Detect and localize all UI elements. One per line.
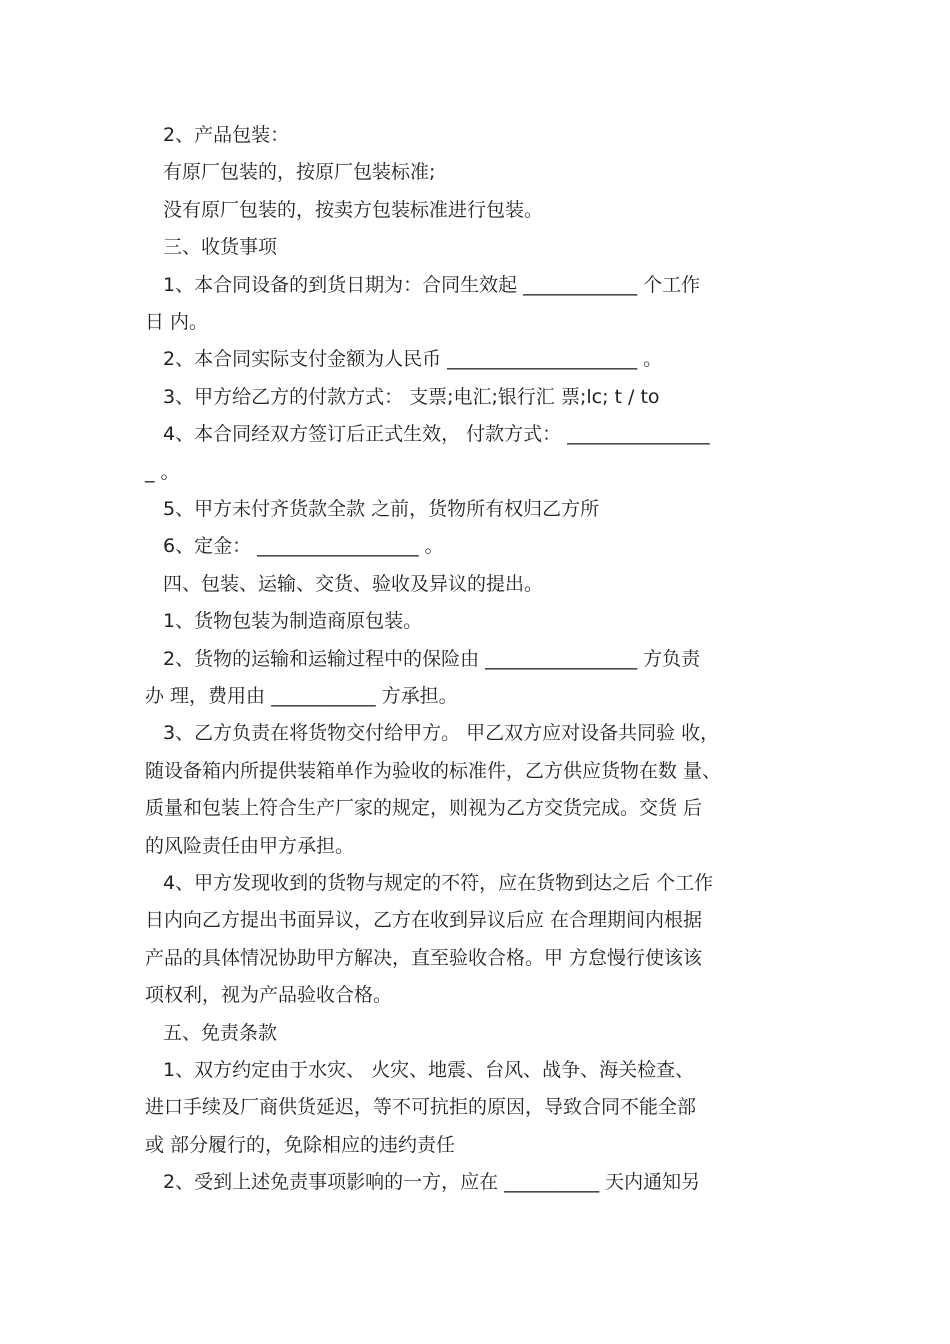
text-line: 项权利，视为产品验收合格。: [145, 984, 393, 1006]
text-line: 或 部分履行的，免除相应的违约责任: [145, 1134, 456, 1156]
text-line: 2、受到上述免责事项影响的一方，应在 __________ 天内通知另: [163, 1171, 701, 1193]
text-line: 2、本合同实际支付金额为人民币 ____________________ 。: [163, 348, 663, 370]
text-line: 2、产品包装：: [163, 124, 290, 146]
text-line: 3、乙方负责在将货物交付给甲方。 甲乙双方应对设备共同验 收，: [163, 722, 720, 744]
text-line: _ 。: [145, 461, 180, 483]
text-line: 1、双方约定由于水灾、 火灾、地震、台风、战争、海关检查、: [163, 1059, 695, 1081]
text-line: 质量和包装上符合生产厂家的规定，则视为乙方交货完成。交货 后: [145, 797, 703, 819]
text-line: 随设备箱内所提供装箱单作为验收的标准件，乙方供应货物在数 量、: [145, 760, 722, 782]
text-line: 日 内。: [145, 311, 209, 333]
text-line: 4、甲方发现收到的货物与规定的不符，应在货物到达之后 个工作: [163, 872, 714, 894]
text-line: 1、货物包装为制造商原包装。: [163, 610, 423, 632]
text-line: 办 理，费用由 ___________ 方承担。: [145, 685, 458, 707]
text-line: 6、定金： _________________ 。: [163, 535, 444, 557]
section-heading: 三、收货事项: [163, 236, 278, 258]
section-heading: 四、包装、运输、交货、验收及异议的提出。: [163, 573, 544, 595]
text-line: 日内向乙方提出书面异议，乙方在收到异议后应 在合理期间内根据: [145, 909, 703, 931]
text-line: 有原厂包装的，按原厂包装标准;: [163, 161, 436, 183]
text-line: 5、甲方未付齐货款全款 之前，货物所有权归乙方所: [163, 498, 600, 520]
text-line: 的风险责任由甲方承担。: [145, 835, 355, 857]
text-line: 进口手续及厂商供货延迟，等不可抗拒的原因，导致合同不能全部: [145, 1096, 697, 1118]
text-line: 3、甲方给乙方的付款方式： 支票;电汇;银行汇 票;lc; t / to: [163, 386, 660, 408]
text-line: 1、本合同设备的到货日期为：合同生效起 ____________ 个工作: [163, 274, 701, 296]
text-line: 产品的具体情况协助甲方解决，直至验收合格。甲 方怠慢行使该该: [145, 947, 703, 969]
text-line: 4、本合同经双方签订后正式生效， 付款方式： _______________: [163, 423, 710, 445]
text-line: 没有原厂包装的，按卖方包装标准进行包装。: [163, 199, 544, 221]
text-line: 2、货物的运输和运输过程中的保险由 ________________ 方负责: [163, 648, 701, 670]
section-heading: 五、免责条款: [163, 1022, 278, 1044]
